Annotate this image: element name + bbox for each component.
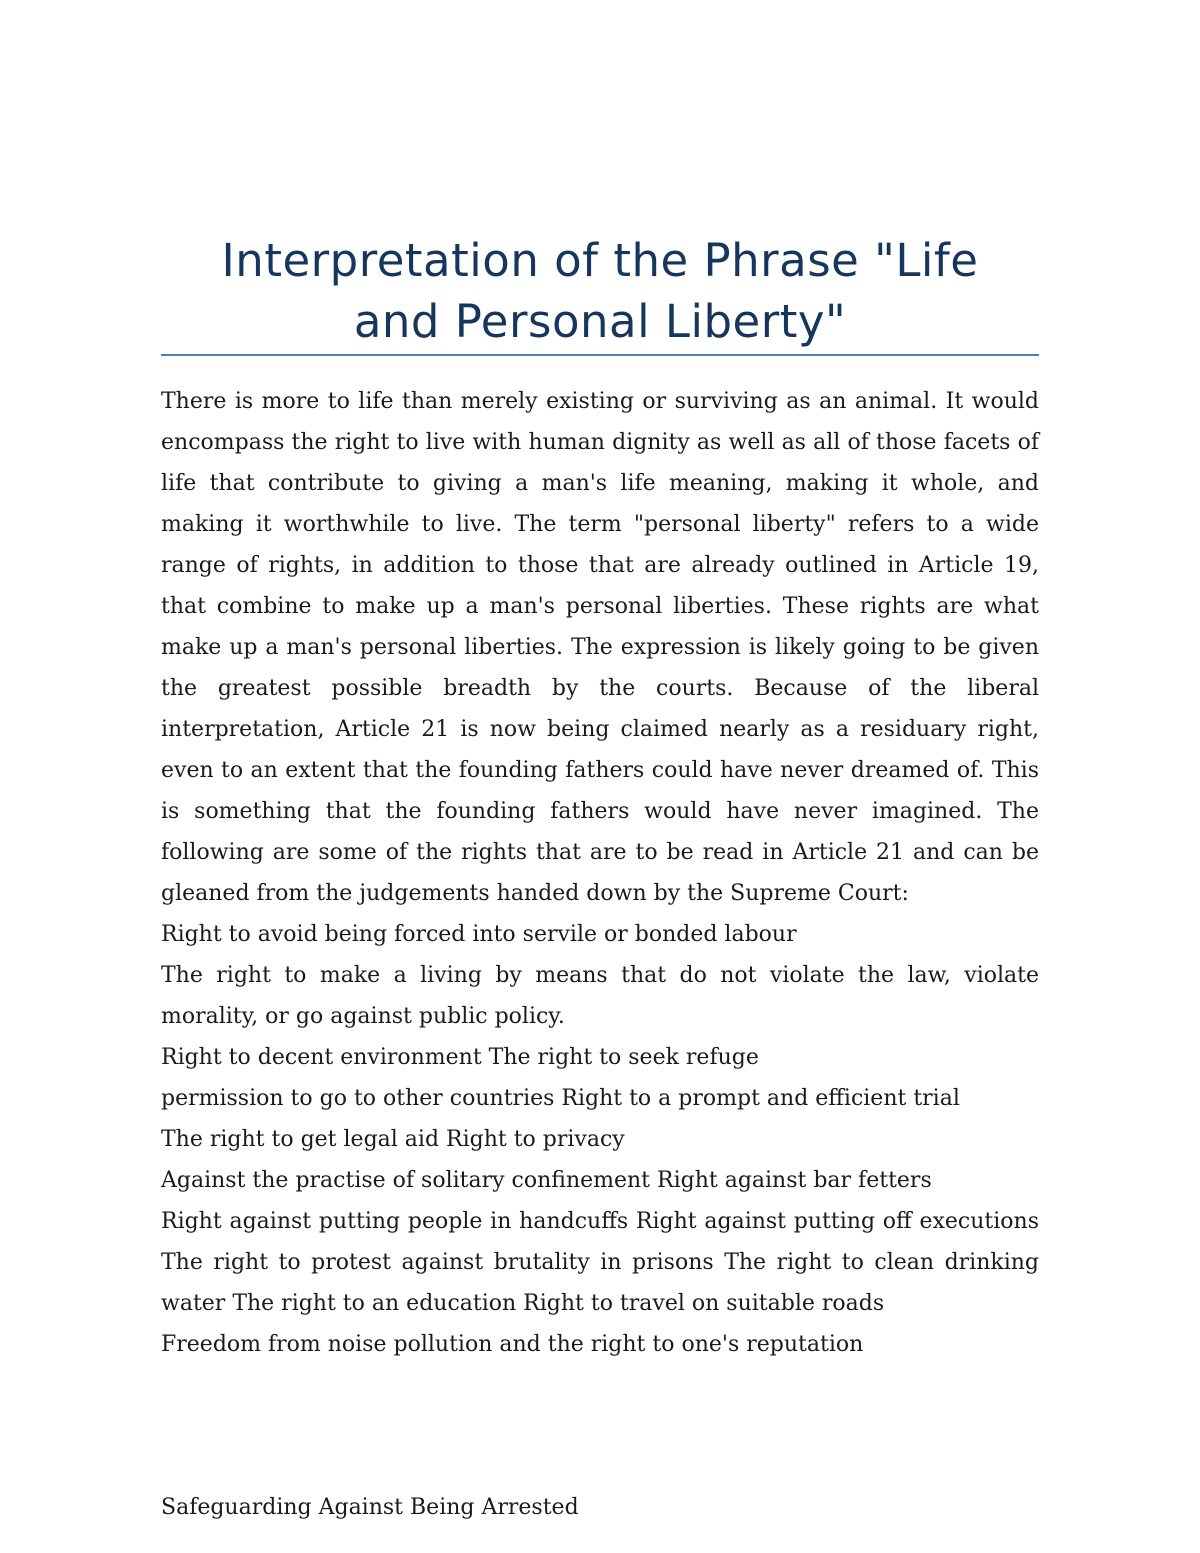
- document-title: [150, 230, 1050, 352]
- rights-list-item: Against the practise of solitary confinement Right against bar fetters: [161, 1168, 932, 1193]
- rights-list-item: Freedom from noise pollution and the right to one's reputation: [161, 1332, 864, 1357]
- document-body: [161, 381, 1039, 1365]
- rights-list-item: The right to make a living by means that do not violate the law, violate morality, or go against public policy.: [161, 963, 1039, 1029]
- rights-list-item: Right to decent environment The right to seek refuge: [161, 1045, 759, 1070]
- title-line-2: and Personal Liberty": [353, 295, 847, 348]
- intro-paragraph: There is more to life than merely existing or surviving as an animal. It would encompass the right to live with human dignity as well as all of those facets of life that contribute to giving a man's life meaning, making it whole, and making it worthwhile to live. The term "personal liberty" refers to a wide range of rights, in addition to those that are already outlined in Article 19, that combine to make up a man's personal liberties. These rights are what make up a man's personal liberties. The expression is likely going to be given the greatest possible breadth by the courts. Because of the liberal interpretation, Article 21 is now being claimed nearly as a residuary right, even to an extent that the founding fathers could have never dreamed of. This is something that the founding fathers would have never imagined. The following are some of the rights that are to be read in Article 21 and can be gleaned from the judgements handed down by the Supreme Court:: [161, 389, 1039, 906]
- section-heading: Safeguarding Against Being Arrested: [161, 1495, 579, 1520]
- rights-list-item: The right to get legal aid Right to privacy: [161, 1127, 625, 1152]
- title-line-1: Interpretation of the Phrase "Life: [221, 234, 979, 287]
- rights-list-item: Right against putting people in handcuffs Right against putting off executions The right to protest against brutality in prisons The right to clean drinking water The right to an education Right to travel on suitable roads: [161, 1209, 1039, 1316]
- title-underline-rule: [161, 354, 1039, 356]
- rights-list-item: Right to avoid being forced into servile or bonded labour: [161, 922, 797, 947]
- rights-list-item: permission to go to other countries Right to a prompt and efficient trial: [161, 1086, 960, 1111]
